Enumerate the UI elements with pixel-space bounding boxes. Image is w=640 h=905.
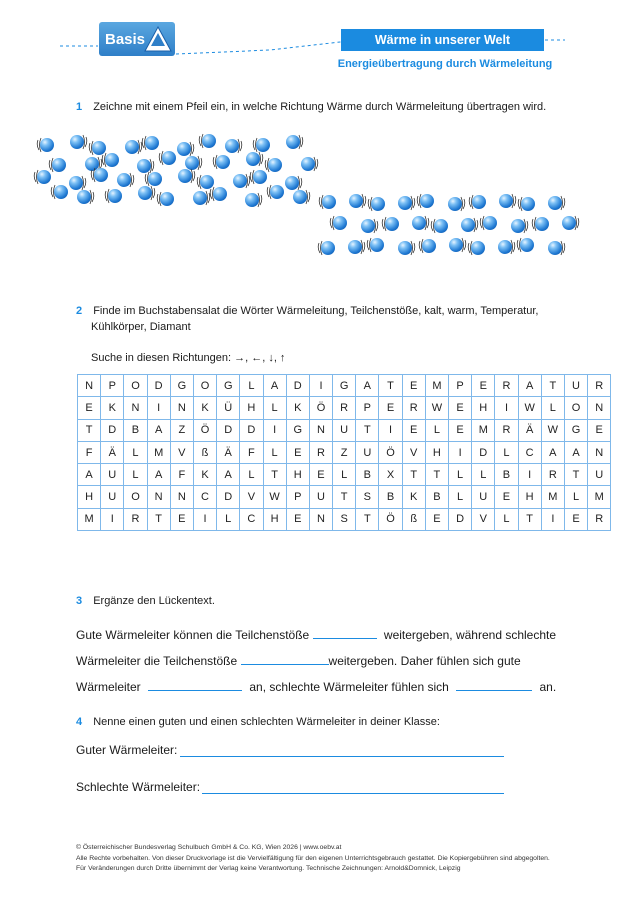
grid-cell[interactable]: H — [472, 397, 495, 419]
grid-cell[interactable]: T — [78, 419, 101, 441]
grid-cell[interactable]: T — [333, 486, 356, 508]
footer — [76, 843, 550, 875]
motion-lines-icon — [36, 134, 58, 156]
task-number: 4 — [76, 716, 83, 728]
grid-cell[interactable]: V — [240, 486, 263, 508]
grid-cell[interactable]: T — [425, 464, 448, 486]
grid-cell[interactable]: E — [170, 508, 193, 530]
task-text: Nenne einen guten und einen schlechten Wärmeleiter in deiner Klasse: — [93, 716, 440, 728]
grid-cell[interactable]: Z — [170, 419, 193, 441]
motion-lines-icon — [445, 234, 467, 256]
grid-cell[interactable]: T — [518, 508, 541, 530]
grid-cell[interactable]: T — [541, 375, 564, 397]
motion-lines-icon — [367, 193, 389, 215]
motion-lines-icon — [318, 191, 340, 213]
grid-cell[interactable]: H — [78, 486, 101, 508]
grid-cell[interactable]: E — [425, 508, 448, 530]
motion-lines-icon — [329, 212, 351, 234]
grid-cell[interactable]: M — [588, 486, 611, 508]
grid-cell[interactable]: L — [425, 419, 448, 441]
grid-cell[interactable]: W — [263, 486, 286, 508]
grid-cell[interactable]: N — [170, 486, 193, 508]
grid-cell[interactable]: F — [170, 464, 193, 486]
grid-cell[interactable]: V — [402, 441, 425, 463]
grid-cell[interactable]: V — [170, 441, 193, 463]
motion-lines-icon — [467, 237, 489, 259]
grid-cell[interactable]: H — [240, 397, 263, 419]
motion-lines-icon — [366, 234, 388, 256]
motion-lines-icon — [189, 187, 211, 209]
grid-cell[interactable]: D — [147, 375, 170, 397]
grid-cell[interactable]: L — [240, 464, 263, 486]
bad-conductor-row — [76, 780, 200, 794]
grid-cell[interactable]: C — [240, 508, 263, 530]
grid-cell[interactable]: R — [495, 375, 518, 397]
grid-cell[interactable]: R — [541, 464, 564, 486]
motion-lines-icon — [209, 183, 231, 205]
motion-lines-icon — [394, 192, 416, 214]
good-conductor-field[interactable] — [180, 756, 504, 757]
grid-cell[interactable]: Z — [333, 441, 356, 463]
grid-cell[interactable]: M — [425, 375, 448, 397]
search-directions: Suche in diesen Richtungen: →, ←, ↓, ↑ — [91, 352, 286, 364]
grid-cell[interactable]: A — [263, 375, 286, 397]
grid-cell[interactable]: U — [588, 464, 611, 486]
grid-cell[interactable]: L — [495, 508, 518, 530]
good-conductor-label: Guter Wärmeleiter: — [76, 743, 178, 757]
grid-cell[interactable]: I — [518, 464, 541, 486]
grid-cell[interactable]: I — [541, 508, 564, 530]
grid-cell[interactable]: L — [240, 375, 263, 397]
grid-cell[interactable]: G — [564, 419, 587, 441]
grid-cell[interactable]: T — [379, 375, 402, 397]
grid-cell[interactable]: G — [217, 375, 240, 397]
grid-cell[interactable]: U — [564, 375, 587, 397]
grid-cell[interactable]: L — [564, 486, 587, 508]
grid-cell[interactable]: T — [402, 464, 425, 486]
grid-cell[interactable]: D — [101, 419, 124, 441]
grid-cell[interactable]: U — [472, 486, 495, 508]
grid-cell[interactable]: D — [240, 419, 263, 441]
grid-cell[interactable]: D — [449, 508, 472, 530]
grid-cell[interactable]: I — [379, 419, 402, 441]
grid-cell[interactable]: I — [101, 508, 124, 530]
motion-lines-icon — [457, 214, 479, 236]
grid-cell[interactable]: G — [333, 375, 356, 397]
logo-text: Basis — [105, 31, 146, 48]
grid-row — [78, 397, 611, 419]
grid-cell[interactable]: R — [124, 508, 147, 530]
bad-conductor-label: Schlechte Wärmeleiter: — [76, 780, 201, 794]
grid-cell[interactable]: A — [147, 464, 170, 486]
footer-credits: Für Veränderungen durch Dritte übernimmt der Verlag keine Verantwortung. Technische Zeichnungen: Arnold&Domnick, Leipzig — [76, 865, 461, 872]
grid-cell[interactable]: N — [147, 486, 170, 508]
grid-cell[interactable]: Ä — [217, 441, 240, 463]
grid-cell[interactable]: ß — [402, 508, 425, 530]
grid-cell[interactable]: B — [356, 464, 379, 486]
motion-lines-icon — [381, 213, 403, 235]
grid-cell[interactable]: A — [541, 441, 564, 463]
grid-cell[interactable]: T — [564, 464, 587, 486]
grid-cell[interactable]: R — [588, 375, 611, 397]
grid-cell[interactable]: P — [356, 397, 379, 419]
motion-lines-icon — [174, 165, 196, 187]
footer-copyright: © Österreichischer Bundesverlag Schulbuch GmbH & Co. KG, Wien 2026 | www.oebv.at — [76, 844, 342, 851]
grid-cell[interactable]: E — [449, 397, 472, 419]
grid-cell[interactable]: I — [495, 397, 518, 419]
grid-cell[interactable]: H — [425, 441, 448, 463]
task-4 — [76, 714, 440, 730]
grid-cell[interactable]: K — [193, 397, 216, 419]
grid-cell[interactable]: M — [147, 441, 170, 463]
grid-cell[interactable]: L — [449, 486, 472, 508]
grid-cell[interactable]: H — [286, 464, 309, 486]
grid-row — [78, 486, 611, 508]
grid-cell[interactable]: T — [356, 508, 379, 530]
blank-field[interactable] — [456, 677, 532, 691]
bad-conductor-field[interactable] — [202, 793, 504, 794]
grid-cell[interactable]: L — [124, 441, 147, 463]
motion-lines-icon — [282, 131, 304, 153]
motion-lines-icon — [289, 186, 311, 208]
grid-cell[interactable]: L — [263, 397, 286, 419]
grid-cell[interactable]: F — [78, 441, 101, 463]
motion-lines-icon — [66, 131, 88, 153]
grid-cell[interactable]: H — [518, 486, 541, 508]
grid-cell[interactable]: O — [564, 397, 587, 419]
grid-cell[interactable]: Ä — [518, 419, 541, 441]
task-1 — [76, 99, 546, 115]
grid-cell[interactable]: K — [286, 397, 309, 419]
grid-cell[interactable]: U — [356, 441, 379, 463]
grid-cell[interactable]: D — [217, 419, 240, 441]
motion-lines-icon — [198, 130, 220, 152]
footer-rights: Alle Rechte vorbehalten. Von dieser Druckvorlage ist die Vervielfältigung für den eigenen Unterrichtsgebrauch gestattet. Die Kopiergebühren sind abgegolten. — [76, 854, 550, 862]
task-number: 3 — [76, 595, 83, 607]
grid-cell[interactable]: D — [472, 441, 495, 463]
grid-cell[interactable]: N — [309, 419, 332, 441]
grid-cell[interactable]: F — [240, 441, 263, 463]
motion-lines-icon — [317, 237, 339, 259]
motion-lines-icon — [241, 189, 263, 211]
grid-cell[interactable]: L — [263, 441, 286, 463]
grid-cell[interactable]: L — [124, 464, 147, 486]
grid-cell[interactable]: Ä — [101, 441, 124, 463]
grid-cell[interactable]: P — [101, 375, 124, 397]
task-number: 1 — [76, 101, 83, 113]
grid-cell[interactable]: L — [472, 464, 495, 486]
page-title: Wärme in unserer Welt — [341, 29, 544, 51]
motion-lines-icon — [394, 237, 416, 259]
grid-cell[interactable]: A — [147, 419, 170, 441]
grid-cell[interactable]: E — [78, 397, 101, 419]
grid-cell[interactable]: L — [217, 508, 240, 530]
grid-cell[interactable]: G — [170, 375, 193, 397]
grid-cell[interactable]: I — [147, 397, 170, 419]
motion-lines-icon — [479, 212, 501, 234]
grid-cell[interactable]: L — [541, 397, 564, 419]
grid-cell[interactable]: A — [356, 375, 379, 397]
grid-cell[interactable]: B — [379, 486, 402, 508]
grid-cell[interactable]: A — [217, 464, 240, 486]
motion-lines-icon — [544, 192, 566, 214]
grid-cell[interactable]: H — [263, 508, 286, 530]
grid-cell[interactable]: R — [333, 397, 356, 419]
blank-field[interactable] — [313, 625, 377, 639]
blank-field[interactable] — [148, 677, 242, 691]
grid-cell[interactable]: R — [309, 441, 332, 463]
grid-cell[interactable]: O — [124, 375, 147, 397]
grid-cell[interactable]: N — [78, 375, 101, 397]
motion-lines-icon — [531, 213, 553, 235]
grid-cell[interactable]: Ö — [309, 397, 332, 419]
grid-cell[interactable]: T — [263, 464, 286, 486]
grid-cell[interactable]: N — [588, 441, 611, 463]
grid-cell[interactable]: X — [379, 464, 402, 486]
grid-cell[interactable]: E — [402, 375, 425, 397]
motion-lines-icon — [495, 190, 517, 212]
grid-cell[interactable]: L — [495, 441, 518, 463]
motion-lines-icon — [468, 191, 490, 213]
grid-cell[interactable]: W — [425, 397, 448, 419]
motion-lines-icon — [73, 186, 95, 208]
grid-cell[interactable]: Ö — [193, 419, 216, 441]
grid-cell[interactable]: P — [286, 486, 309, 508]
cloze-line-3: Wärmeleiter an, schlechte Wärmeleiter fühlen sich an. — [76, 674, 576, 700]
grid-cell[interactable]: E — [495, 486, 518, 508]
grid-row — [78, 464, 611, 486]
grid-cell[interactable]: E — [564, 508, 587, 530]
grid-cell[interactable]: W — [541, 419, 564, 441]
grid-cell[interactable]: D — [286, 375, 309, 397]
word-search-grid — [77, 374, 611, 531]
grid-cell[interactable]: M — [472, 419, 495, 441]
particles-hot — [40, 138, 310, 218]
grid-cell[interactable]: A — [564, 441, 587, 463]
grid-cell[interactable]: I — [449, 441, 472, 463]
motion-lines-icon — [516, 234, 538, 256]
grid-cell[interactable]: O — [193, 375, 216, 397]
grid-cell[interactable]: W — [518, 397, 541, 419]
blank-field[interactable] — [241, 651, 329, 665]
grid-cell[interactable]: Ö — [379, 441, 402, 463]
grid-cell[interactable]: I — [193, 508, 216, 530]
motion-lines-icon — [408, 212, 430, 234]
good-conductor-row — [76, 743, 177, 757]
grid-cell[interactable]: K — [402, 486, 425, 508]
grid-cell[interactable]: B — [425, 486, 448, 508]
motion-lines-icon — [418, 235, 440, 257]
grid-cell[interactable]: R — [588, 508, 611, 530]
grid-row — [78, 375, 611, 397]
grid-cell[interactable]: R — [402, 397, 425, 419]
grid-cell[interactable]: E — [379, 397, 402, 419]
motion-lines-icon — [156, 188, 178, 210]
grid-cell[interactable]: N — [170, 397, 193, 419]
grid-cell[interactable]: Ü — [217, 397, 240, 419]
grid-cell[interactable]: N — [124, 397, 147, 419]
grid-cell[interactable]: E — [449, 419, 472, 441]
grid-cell[interactable]: N — [588, 397, 611, 419]
grid-cell[interactable]: R — [495, 419, 518, 441]
motion-lines-icon — [517, 193, 539, 215]
grid-cell[interactable]: M — [541, 486, 564, 508]
motion-lines-icon — [134, 182, 156, 204]
grid-row — [78, 508, 611, 530]
grid-cell[interactable]: U — [101, 464, 124, 486]
grid-cell[interactable]: S — [333, 508, 356, 530]
grid-cell[interactable]: C — [518, 441, 541, 463]
grid-cell[interactable]: ß — [193, 441, 216, 463]
task-3 — [76, 593, 215, 609]
grid-cell[interactable]: M — [78, 508, 101, 530]
motion-lines-icon — [90, 164, 112, 186]
triangle-icon — [143, 24, 173, 54]
grid-cell[interactable]: Ö — [379, 508, 402, 530]
grid-cell[interactable]: E — [286, 441, 309, 463]
task-text: Zeichne mit einem Pfeil ein, in welche Richtung Wärme durch Wärmeleitung übertragen wird. — [93, 101, 547, 113]
grid-cell[interactable]: L — [449, 464, 472, 486]
grid-row — [78, 419, 611, 441]
grid-cell[interactable]: V — [472, 508, 495, 530]
grid-cell[interactable]: C — [193, 486, 216, 508]
task-2 — [76, 303, 538, 335]
grid-cell[interactable]: K — [101, 397, 124, 419]
task-text-line1: Finde im Buchstabensalat die Wörter Wärmeleitung, Teilchenstöße, kalt, warm, Temperatur, — [93, 305, 539, 317]
grid-cell[interactable]: I — [263, 419, 286, 441]
grid-cell[interactable]: D — [217, 486, 240, 508]
motion-lines-icon — [344, 236, 366, 258]
grid-cell[interactable]: A — [518, 375, 541, 397]
cloze-line-1: Gute Wärmeleiter können die Teilchenstöße weitergeben, während schlechte — [76, 622, 576, 648]
grid-cell[interactable]: U — [309, 486, 332, 508]
grid-cell[interactable]: L — [333, 464, 356, 486]
grid-cell[interactable]: G — [286, 419, 309, 441]
motion-lines-icon — [104, 185, 126, 207]
task-text-line2: Kühlkörper, Diamant — [91, 321, 191, 333]
task-text: Ergänze den Lückentext. — [93, 595, 215, 607]
grid-cell[interactable]: E — [588, 419, 611, 441]
motion-lines-icon — [544, 237, 566, 259]
particles-cold — [322, 195, 584, 270]
grid-cell[interactable]: E — [309, 464, 332, 486]
grid-cell[interactable]: S — [356, 486, 379, 508]
motion-lines-icon — [558, 212, 580, 234]
motion-lines-icon — [416, 190, 438, 212]
grid-cell[interactable]: U — [333, 419, 356, 441]
grid-cell[interactable]: B — [124, 419, 147, 441]
task-number: 2 — [76, 305, 83, 317]
grid-cell[interactable]: B — [495, 464, 518, 486]
grid-cell[interactable]: E — [472, 375, 495, 397]
grid-cell[interactable]: U — [101, 486, 124, 508]
cloze-line-2: Wärmeleiter die Teilchenstöße weitergeben. Daher fühlen sich gute — [76, 648, 576, 674]
motion-lines-icon — [494, 236, 516, 258]
motion-lines-icon — [50, 181, 72, 203]
grid-row — [78, 441, 611, 463]
grid-cell[interactable]: I — [309, 375, 332, 397]
page-subtitle: Energieübertragung durch Wärmeleitung — [337, 58, 553, 70]
motion-lines-icon — [266, 181, 288, 203]
grid-cell[interactable]: A — [78, 464, 101, 486]
grid-cell[interactable]: T — [147, 508, 170, 530]
grid-cell[interactable]: O — [124, 486, 147, 508]
grid-cell[interactable]: E — [402, 419, 425, 441]
motion-lines-icon — [345, 190, 367, 212]
grid-cell[interactable]: N — [309, 508, 332, 530]
grid-cell[interactable]: T — [356, 419, 379, 441]
grid-cell[interactable]: P — [449, 375, 472, 397]
basis-logo — [99, 22, 175, 56]
grid-cell[interactable]: K — [193, 464, 216, 486]
motion-lines-icon — [444, 193, 466, 215]
cloze-text — [76, 622, 576, 700]
grid-cell[interactable]: E — [286, 508, 309, 530]
